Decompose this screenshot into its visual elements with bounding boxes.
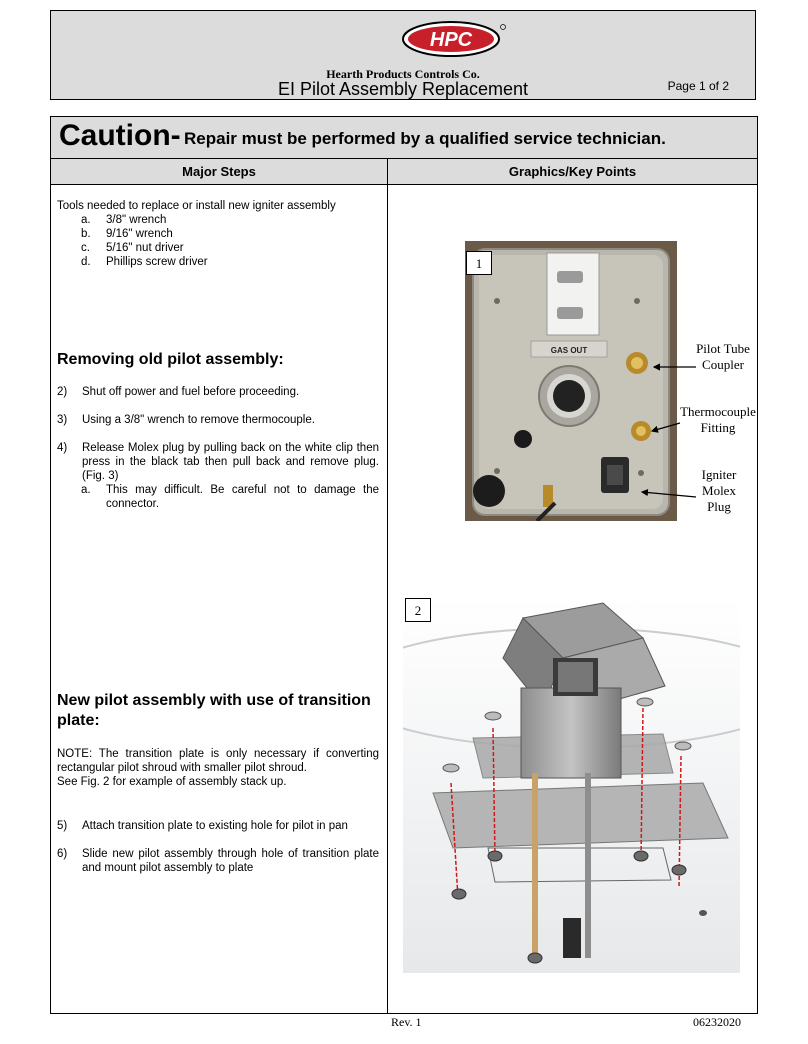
- step-number: 6): [57, 848, 68, 860]
- document-code: 06232020: [693, 1015, 741, 1029]
- arrow-igniter-molex-plug: [642, 492, 696, 497]
- section-heading-removing: Removing old pilot assembly:: [57, 351, 284, 368]
- caution-banner: [50, 116, 758, 159]
- revision-label: Rev. 1: [391, 1015, 422, 1029]
- arrow-thermocouple-fitting: [652, 423, 680, 431]
- list-text: 9/16" wrench: [106, 228, 173, 240]
- logo-text: HPC: [429, 29, 473, 51]
- list-text: 5/16" nut driver: [106, 242, 184, 254]
- transition-plate-note: NOTE: The transition plate is only necessary if converting rectangular pilot shroud with smaller pilot shroud.: [57, 748, 379, 774]
- column-divider: [387, 159, 388, 1013]
- column-header-graphics: Graphics/Key Points: [388, 159, 757, 185]
- list-text: Phillips screw driver: [106, 256, 208, 268]
- see-figure-note: See Fig. 2 for example of assembly stack up.: [57, 776, 287, 788]
- callout-thermocouple-fitting: Thermocouple Fitting: [680, 404, 756, 435]
- gas-out-label: GAS OUT: [550, 346, 588, 355]
- list-marker: c.: [81, 242, 90, 254]
- step-number: 3): [57, 414, 68, 426]
- caution-text: Repair must be performed by a qualified service technician.: [184, 129, 666, 148]
- page-number: Page 1 of 2: [667, 79, 729, 93]
- step-text: Using a 3/8" wrench to remove thermocouple.: [82, 414, 315, 426]
- list-marker: d.: [81, 256, 91, 268]
- caution-word: Caution-: [59, 119, 181, 152]
- callout-igniter-molex-plug: Igniter Molex Plug: [701, 467, 737, 514]
- step-number: 4): [57, 442, 68, 454]
- company-name: Hearth Products Controls Co.: [326, 67, 480, 81]
- callout-pilot-tube-coupler: Pilot Tube Coupler: [696, 341, 750, 372]
- callout-arrows: [640, 355, 710, 505]
- list-marker: a.: [81, 214, 91, 226]
- sub-step-marker: a.: [81, 484, 91, 496]
- figure-2-number: 2: [405, 598, 431, 622]
- step-text: Attach transition plate to existing hole for pilot in pan: [82, 820, 348, 832]
- column-header-major-steps: Major Steps: [51, 159, 387, 185]
- list-marker: b.: [81, 228, 91, 240]
- step-text: Shut off power and fuel before proceeding.: [82, 386, 300, 398]
- figure-1-number: 1: [466, 251, 492, 275]
- tools-intro: Tools needed to replace or install new igniter assembly: [57, 200, 336, 212]
- document-title: EI Pilot Assembly Replacement: [277, 79, 529, 99]
- step-number: 2): [57, 386, 68, 398]
- sub-step-text: This may difficult. Be careful not to damage the connector.: [106, 484, 379, 510]
- list-text: 3/8" wrench: [106, 214, 167, 226]
- step-number: 5): [57, 820, 68, 832]
- section-heading-new-assembly: New pilot assembly with use of transition plate:: [57, 692, 371, 729]
- figure-2-assembly-stackup-render: [403, 598, 740, 973]
- step-item: [57, 441, 379, 485]
- document-header: [50, 10, 756, 100]
- hpc-logo: [399, 19, 509, 59]
- step-text: Release Molex plug by pulling back on the white clip then press in the black tab then pull back and remove plug. (Fig. 3): [82, 442, 379, 482]
- step-text: Slide new pilot assembly through hole of transition plate and mount pilot assembly to plate: [82, 848, 379, 874]
